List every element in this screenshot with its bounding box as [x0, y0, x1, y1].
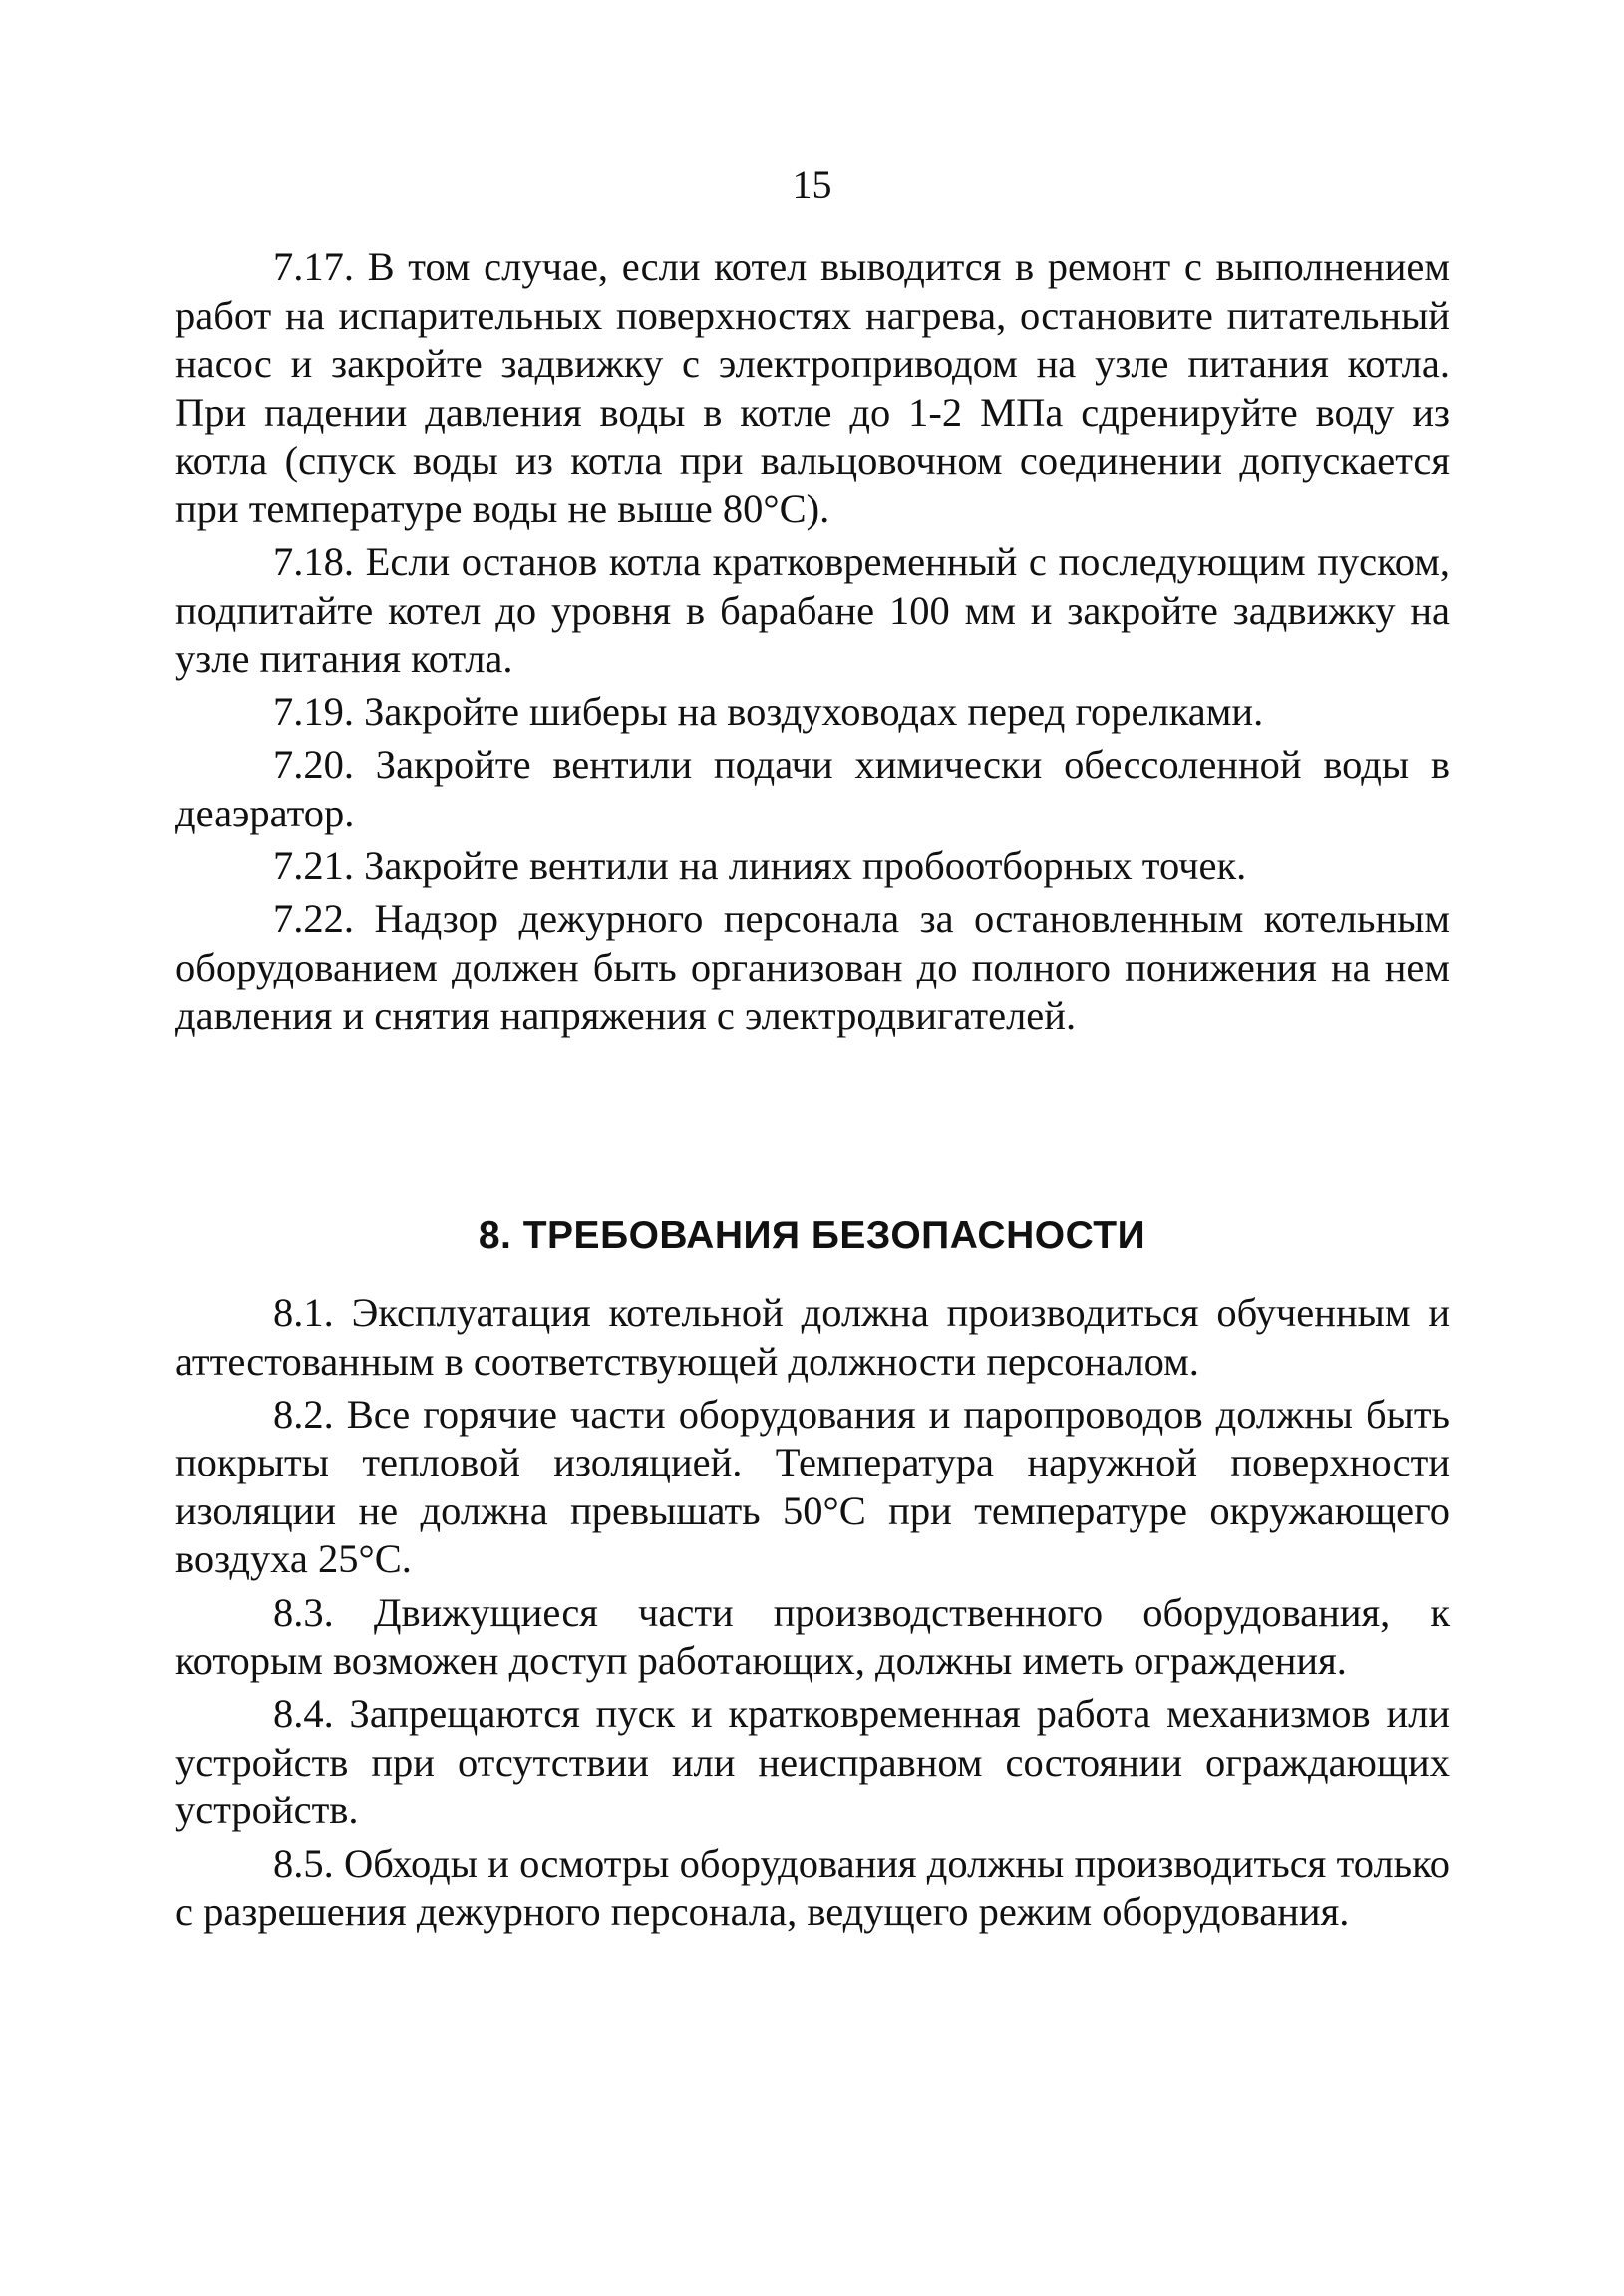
- section-8-heading: 8. ТРЕБОВАНИЯ БЕЗОПАСНОСТИ: [478, 1214, 1146, 1257]
- paragraph-7-22: 7.22. Надзор дежурного персонала за остановленным котельным оборудованием должен быть организован до полного понижения на нем давления и снятия напряжения с электродвигателей.: [175, 896, 1450, 1039]
- section-7-text: [175, 243, 1450, 1046]
- paragraph-8-4: 8.4. Запрещаются пуск и кратковременная работа механизмов или устройств при отсутствии или неисправном состоянии ограждающих устройств.: [175, 1691, 1450, 1833]
- paragraph-7-21: 7.21. Закройте вентили на линиях пробоотборных точек.: [273, 843, 1247, 889]
- paragraph-7-18: 7.18. Если останов котла кратковременный с последующим пуском, подпитайте котел до уровня в барабане 100 мм и закройте задвижку на узле питания котла.: [175, 539, 1450, 682]
- paragraph-8-2: 8.2. Все горячие части оборудования и паропроводов должны быть покрыты тепловой изоляцией. Температура наружной поверхности изоляции не должна превышать 50°С при температуре окружающего воздуха 25°С.: [175, 1391, 1450, 1582]
- paragraph-7-19: 7.19. Закройте шиберы на воздуховодах перед горелками.: [273, 689, 1264, 735]
- paragraph-7-17: 7.17. В том случае, если котел выводится в ремонт с выполнением работ на испарительных поверхностях нагрева, остановите питательный насос и закройте задвижку с электроприводом на узле питания котла. При падении давления воды в котле до 1-2 МПа сдренируйте воду из котла (спуск воды из котла при вальцовочном соединении допускается при температуре воды не выше 80°С).: [175, 244, 1450, 531]
- paragraph-8-5: 8.5. Обходы и осмотры оборудования должны производиться только с разрешения дежурного персонала, ведущего режим оборудования.: [175, 1840, 1450, 1935]
- paragraph-8-3: 8.3. Движущиеся части производственного оборудования, к которым возможен доступ работающих, должны иметь ограждения.: [175, 1589, 1450, 1684]
- section-8-text: [175, 1289, 1450, 1941]
- paragraph-7-20: 7.20. Закройте вентили подачи химически обессоленной воды в деаэратор.: [175, 742, 1450, 836]
- paragraph-8-1: 8.1. Эксплуатация котельной должна производиться обученным и аттестованным в соответствующей должности персоналом.: [175, 1290, 1450, 1384]
- page-number: 15: [792, 163, 832, 207]
